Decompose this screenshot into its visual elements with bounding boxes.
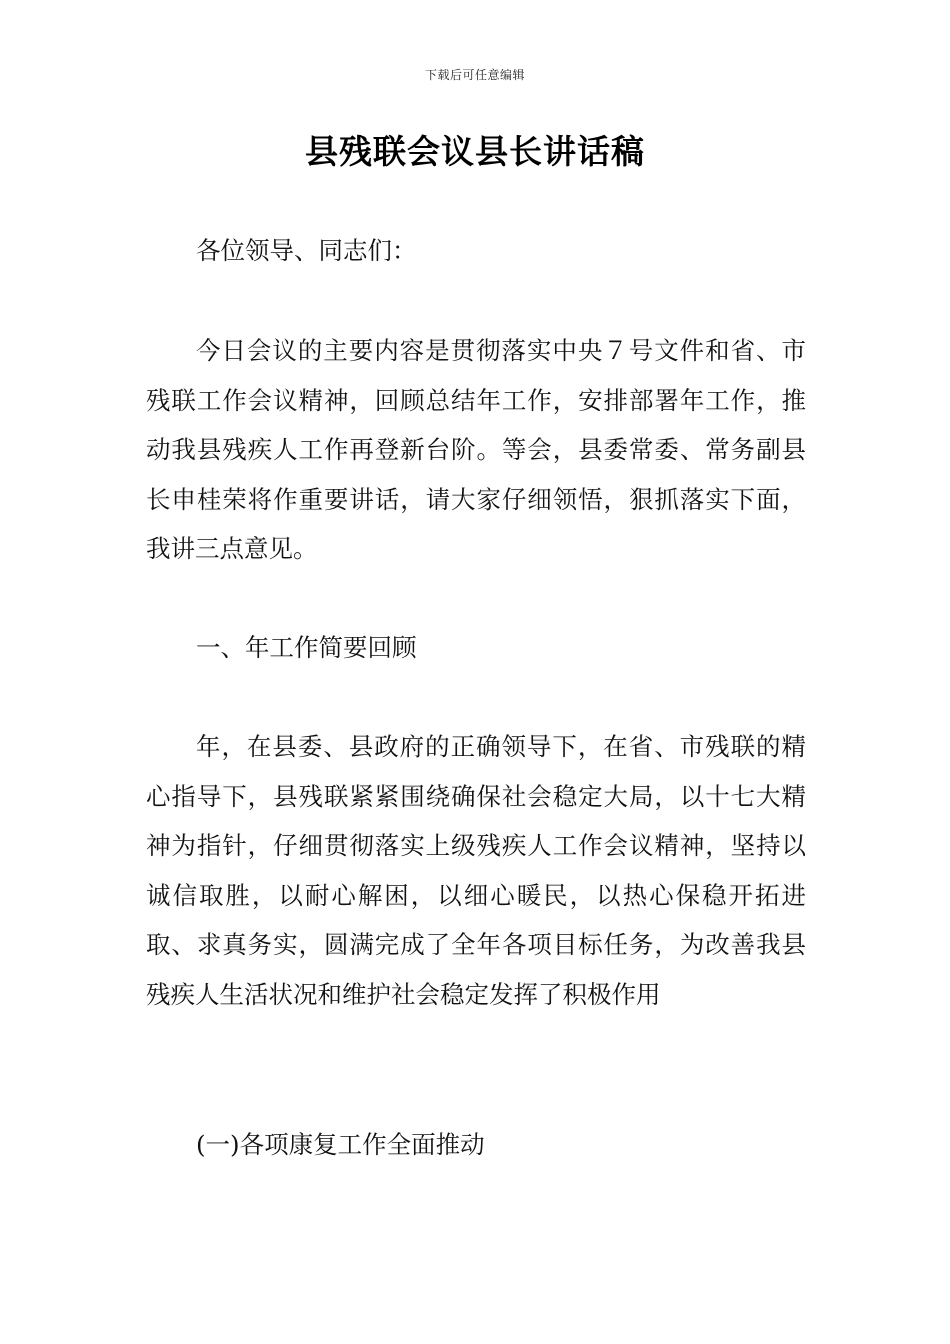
section-heading: 一、年工作简要回顾 bbox=[196, 633, 417, 662]
salutation: 各位领导、同志们： bbox=[196, 236, 417, 265]
header-note: 下载后可任意编辑 bbox=[424, 68, 525, 82]
subsection-heading: (一)各项康复工作全面推动 bbox=[196, 1130, 485, 1159]
paragraph-intro: 今日会议的主要内容是贯彻落实中央７号文件和省、市残联工作会议精神，回顾总结年工作，安排部署年工作，推动我县残疾人工作再登新台阶。等会，县委常委、常务副县长申桂荣将作重要讲话，请大家仔细领悟，狠抓落实下面，我讲三点意见。 bbox=[146, 336, 806, 563]
page-title: 县残联会议县长讲话稿 bbox=[305, 132, 645, 171]
paragraph-review: 年，在县委、县政府的正确领导下，在省、市残联的精心指导下，县残联紧紧围绕确保社会稳定大局，以十七大精神为指针，仔细贯彻落实上级残疾人工作会议精神，坚持以诚信取胜，以耐心解困，以细心暖民，以热心保稳开拓进取、求真务实，圆满完成了全年各项目标任务，为改善我县残疾人生活状况和维护社会稳定发挥了积极作用 bbox=[146, 732, 806, 1009]
